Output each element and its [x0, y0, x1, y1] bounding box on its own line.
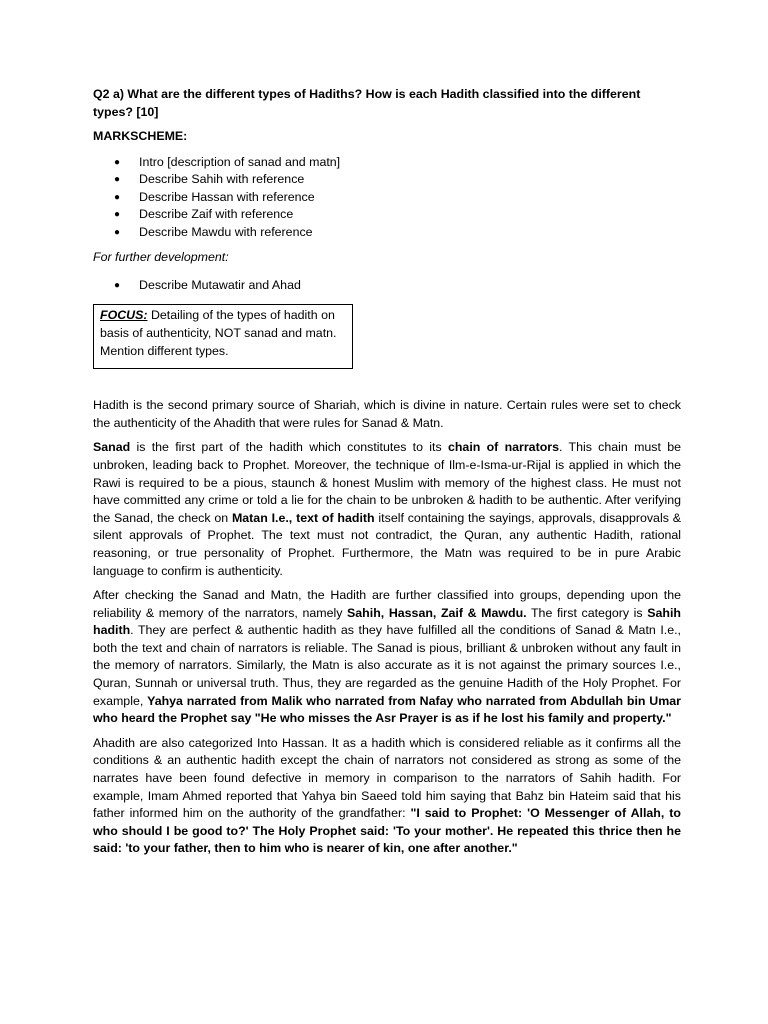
bold-text: Sahih hadith	[93, 605, 681, 638]
list-item: ● Describe Mawdu with reference	[93, 224, 681, 242]
bullet-icon: ●	[114, 279, 121, 291]
list-item: ● Describe Zaif with reference	[93, 206, 681, 224]
answer-paragraph	[93, 587, 681, 728]
bold-text: Yahya narrated from Malik who narrated from Nafay who narrated from Abdullah bin Umar who heard the Prophet say "He who misses the Asr Prayer is as if he lost his family and property."	[93, 693, 681, 726]
body-text: . This chain must be unbroken, leading back to Prophet. Moreover, the technique of Ilm-e-Isma-ur-Rijal is applied in which the Rawi is required to be a pious, staunch & honest Muslim with memory of the highest class. He must not have committed any crime or told a lie for the chain to be unbroken & hadith to be authentic. After verifying the Sanad, the check on	[93, 440, 681, 525]
body-text: itself containing the sayings, approvals, disapprovals & silent approvals of Prophet. The text must not contradict, the Quran, any authentic Hadith, rational reasoning, or true personality of Prophet. Furthermore, the Matn was required to be in pure Arabic language to confirm is authenticity.	[93, 510, 681, 578]
body-text: Hadith is the second primary source of Shariah, which is divine in nature. Certain rules were set to check the authenticity of the Ahadith that were rules for Sanad & Matn.	[93, 398, 681, 430]
body-text: The first category is	[526, 605, 648, 620]
body-text: is the first part of the hadith which constitutes to its	[130, 440, 448, 455]
focus-box	[93, 304, 353, 369]
answer-paragraph	[93, 439, 681, 580]
body-text: Ahadith are also categorized Into Hassan. It as a hadith which is considered reliable as it confirms all the conditions & an authentic hadith except the chain of narrators not considered as strong as some of the narrates have been found defective in memory in comparison to the narrators of Sahih hadith. For example, Imam Ahmed reported that Yahya bin Saeed told him saying that Bahz bin Hateim said that his father informed him on the authority of the grandfather:	[93, 735, 681, 821]
list-item: ● Describe Sahih with reference	[93, 171, 681, 189]
list-item: ● Describe Mutawatir and Ahad	[93, 277, 681, 295]
bullet-icon: ●	[114, 174, 121, 186]
markscheme-title: MARKSCHEME:	[93, 129, 188, 144]
body-text: . They are perfect & authentic hadith as they have fulfilled all the conditions of Sanad & Matn I.e., both the text and chain of narrators is reliable. The Sanad is pious, brilliant & unbroken without any fault in the memory of narrators. Similarly, the Matn is also accurate as it is not against the primary sources I.e., Quran, Sunnah or universal truth. Thus, they are regarded as the genuine Hadith of the Holy Prophet. For example,	[93, 623, 681, 708]
bullet-icon: ●	[114, 156, 121, 168]
question-heading: Q2 a) What are the different types of Hadiths? How is each Hadith classified into the different types? [10]	[93, 87, 641, 119]
bold-text: chain of narrators	[447, 440, 559, 455]
list-item: ● Describe Hassan with reference	[93, 189, 681, 207]
answer-body	[93, 397, 681, 858]
document-content	[93, 86, 681, 865]
list-item: ● Intro [description of sanad and matn]	[93, 154, 681, 172]
bullet-icon: ●	[114, 209, 121, 221]
further-development-title: For further development:	[93, 250, 229, 265]
bullet-icon: ●	[114, 191, 121, 203]
body-text: After checking the Sanad and Matn, the Hadith are further classified into groups, depending upon the reliability & memory of the narrators, namely	[93, 588, 681, 620]
bullet-icon: ●	[114, 226, 121, 238]
markscheme-list	[93, 154, 681, 242]
further-development-list	[93, 277, 681, 295]
bold-text: Matan I.e., text of hadith	[231, 510, 375, 525]
focus-text: Detailing of the types of hadith on basis of authenticity, NOT sanad and matn. Mention different types.	[100, 308, 337, 358]
focus-label: FOCUS:	[100, 308, 148, 323]
bold-text: Sahih, Hassan, Zaif & Mawdu.	[347, 605, 527, 620]
answer-paragraph	[93, 397, 681, 432]
bold-text: Sanad	[93, 440, 131, 455]
bold-text: "I said to Prophet: 'O Messenger of Allah, to who should I be good to?' The Holy Prophet said: 'To your mother'. He repeated this thrice then he said: 'to your father, then to him who is nearer of kin, one after another."	[93, 806, 681, 856]
answer-paragraph	[93, 735, 681, 858]
